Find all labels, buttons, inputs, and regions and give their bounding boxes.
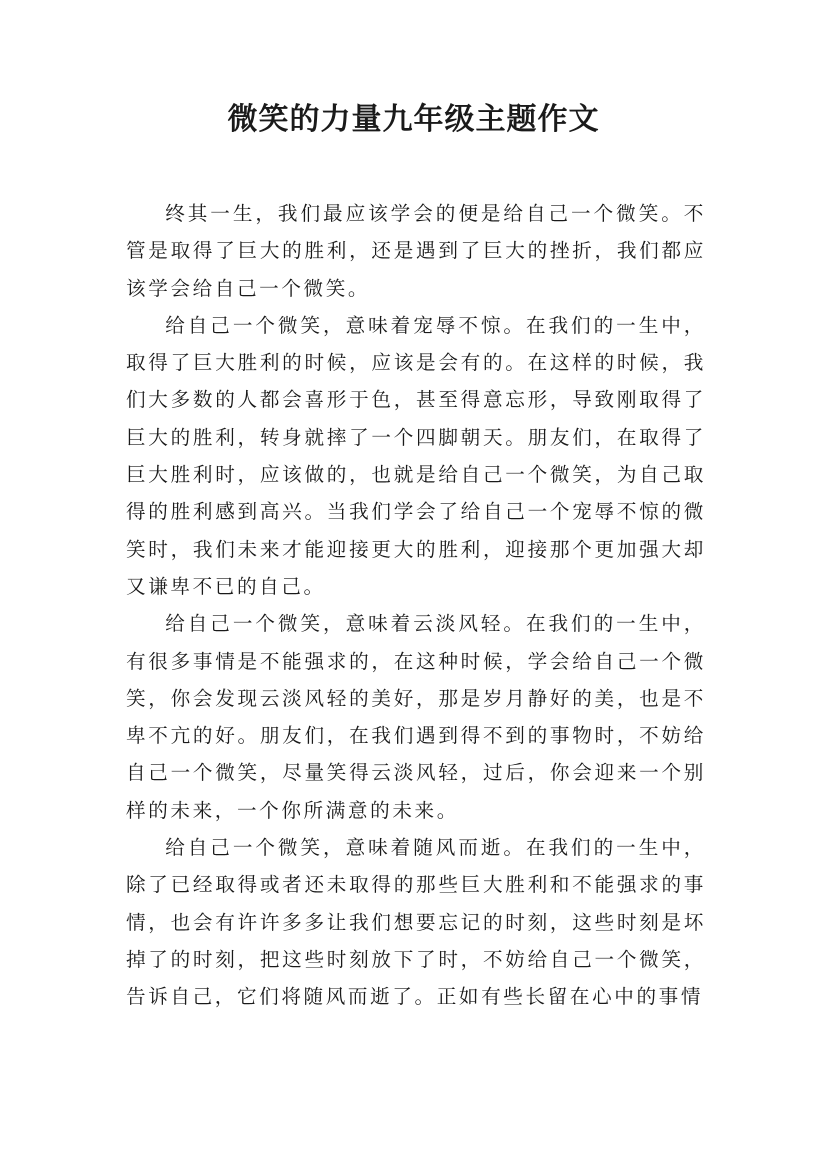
paragraph-2: 给自己一个微笑，意味着宠辱不惊。在我们的一生中，取得了巨大胜利的时候，应该是会有的。在这样的时候，我们大多数的人都会喜形于色，甚至得意忘形，导致刚取得了巨大的胜利，转身就摔了一个四脚朝天。朋友们，在取得了巨大胜利时，应该做的，也就是给自己一个微笑，为自己取得的胜利感到高兴。当我们学会了给自己一个宠辱不惊的微笑时，我们未来才能迎接更大的胜利，迎接那个更加强大却又谦卑不已的自己。 (126, 313, 706, 598)
paragraph-1: 终其一生，我们最应该学会的便是给自己一个微笑。不管是取得了巨大的胜利，还是遇到了巨大的挫折，我们都应该学会给自己一个微笑。 (126, 202, 706, 300)
document-body (126, 195, 706, 1016)
paragraph-3: 给自己一个微笑，意味着云淡风轻。在我们的一生中，有很多事情是不能强求的，在这种时候，学会给自己一个微笑，你会发现云淡风轻的美好，那是岁月静好的美，也是不卑不亢的好。朋友们，在我们遇到得不到的事物时，不妨给自己一个微笑，尽量笑得云淡风轻，过后，你会迎来一个别样的未来，一个你所满意的未来。 (126, 612, 706, 822)
document-title: 微笑的力量九年级主题作文 (227, 102, 600, 137)
paragraph-4: 给自己一个微笑，意味着随风而逝。在我们的一生中，除了已经取得或者还未取得的那些巨大胜利和不能强求的事情，也会有许许多多让我们想要忘记的时刻，这些时刻是坏掉了的时刻，把这些时刻放下了时，不妨给自己一个微笑，告诉自己，它们将随风而逝了。正如有些长留在心中的事情 (126, 836, 706, 1009)
